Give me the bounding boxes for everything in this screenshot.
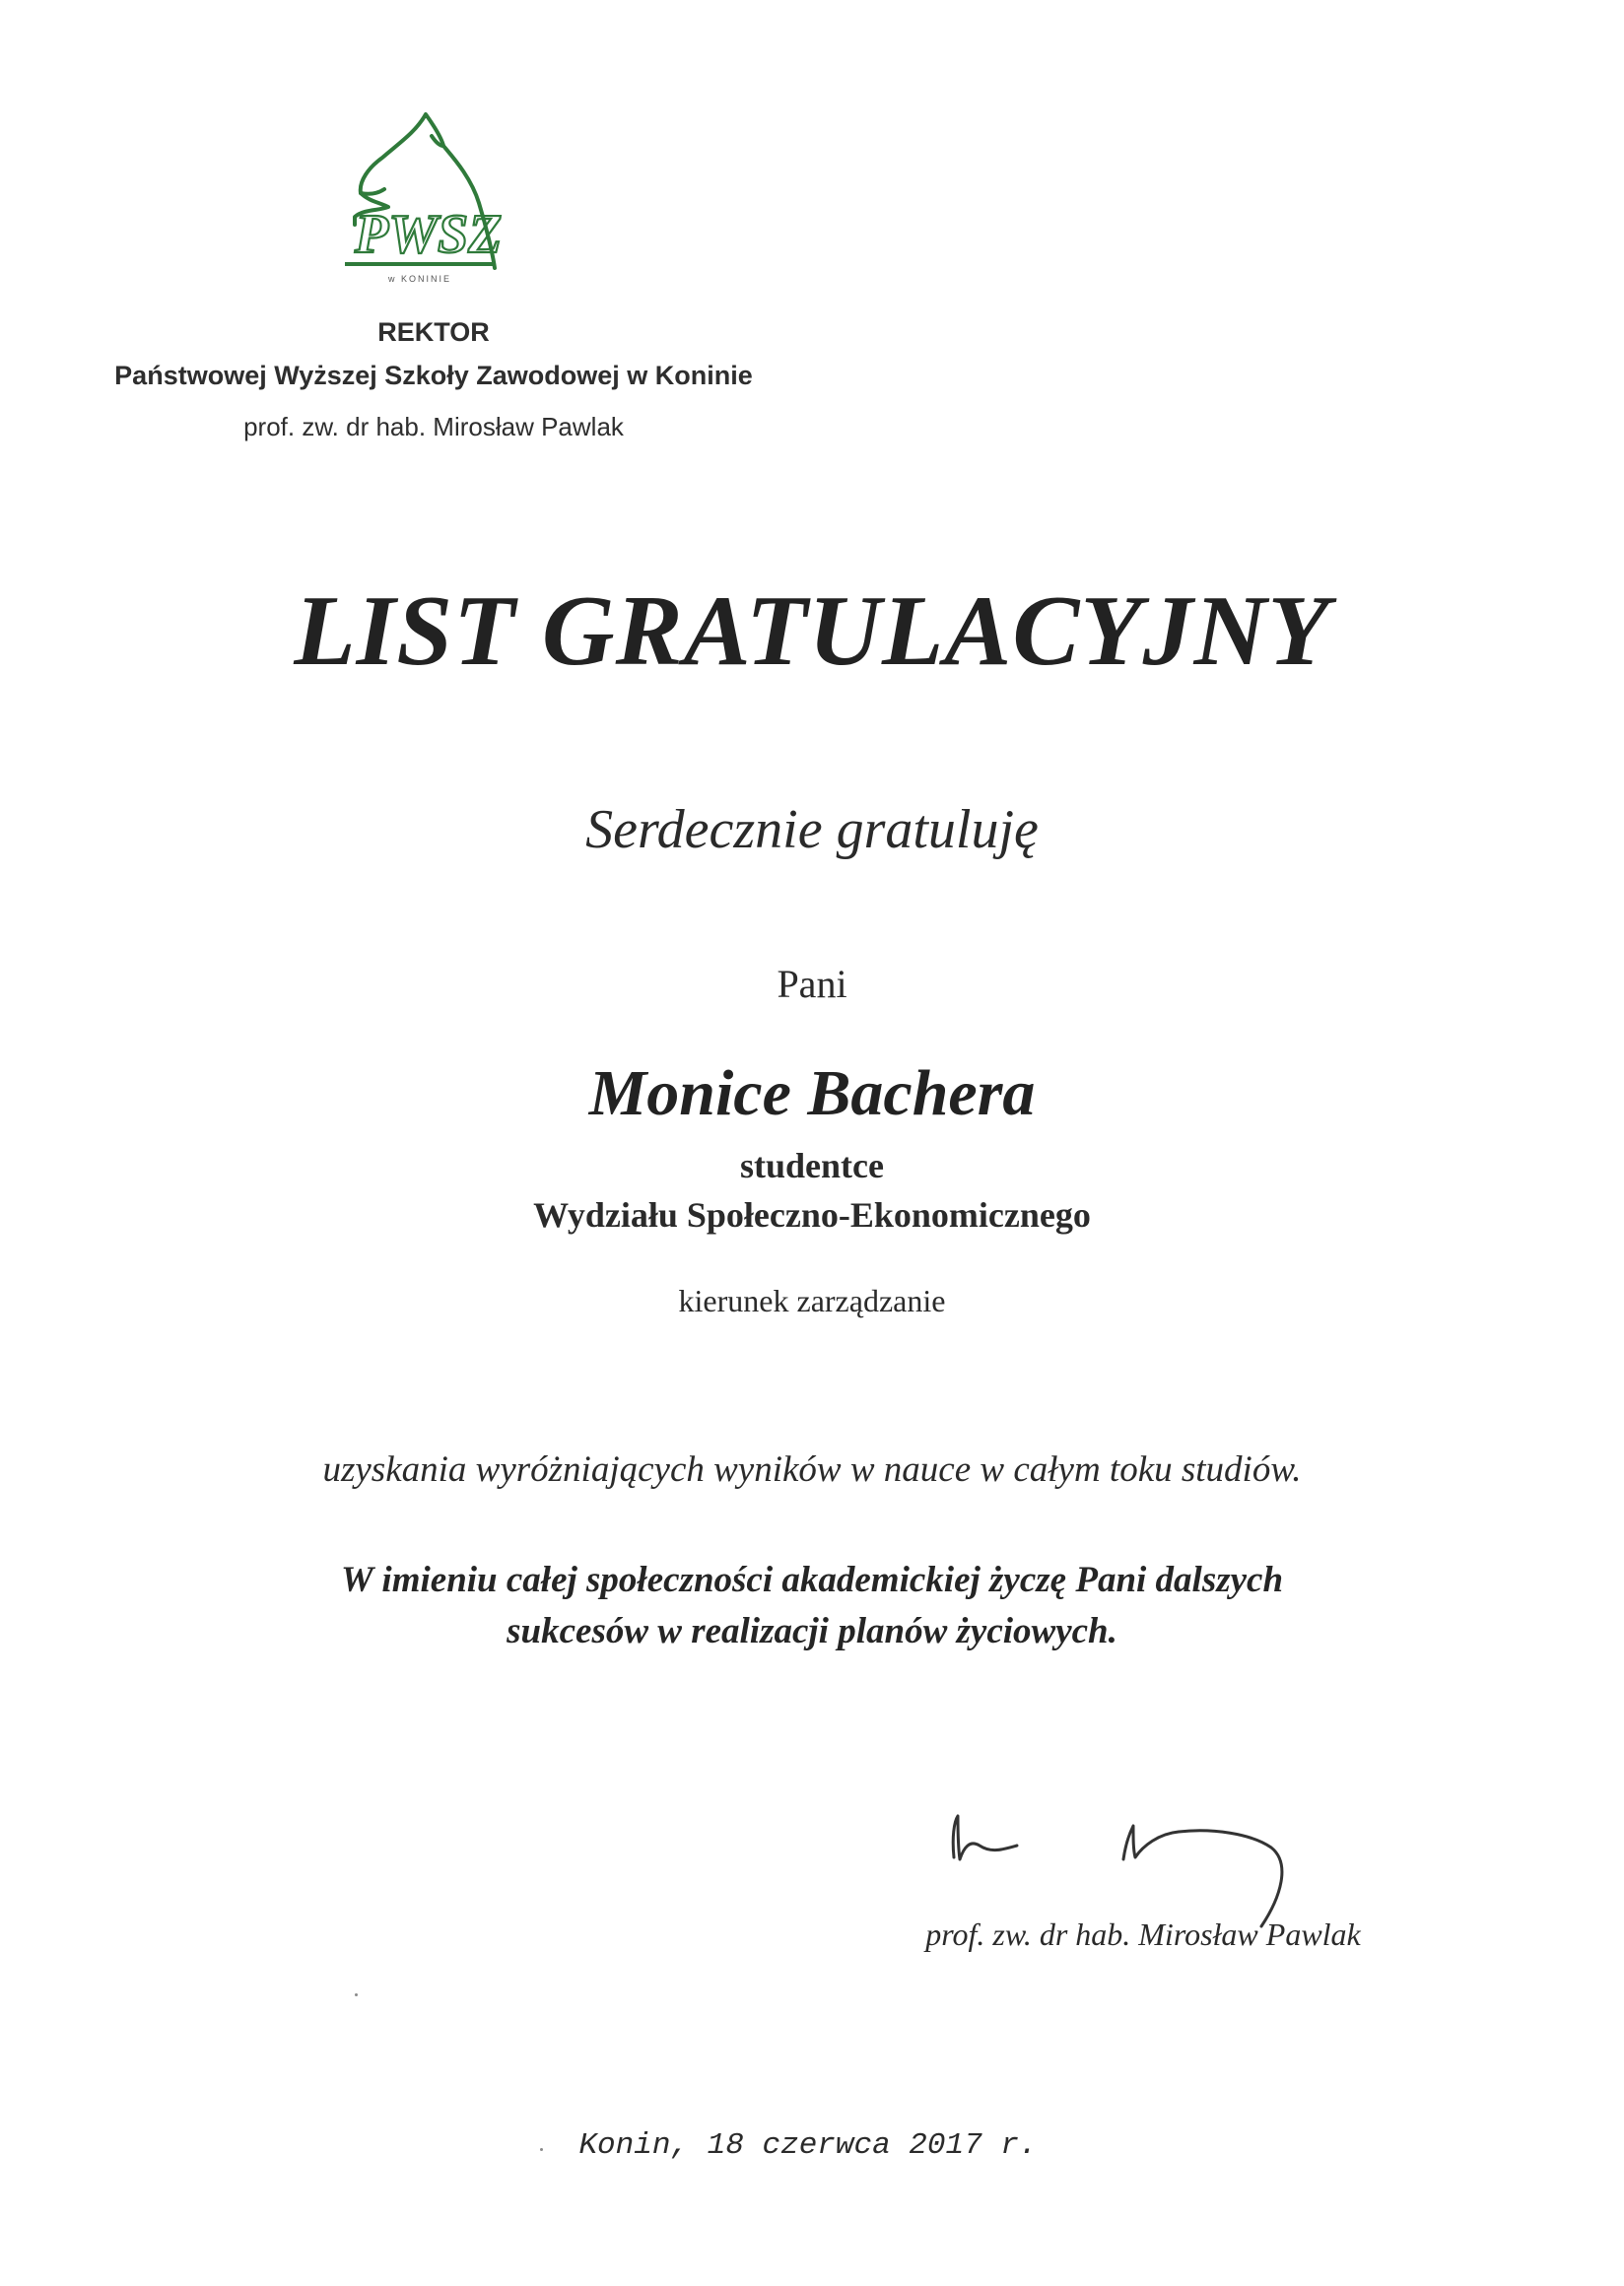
salutation: Pani (777, 962, 847, 1006)
letter-title: LIST GRATULACYJNY (294, 575, 1330, 687)
header-rector-name: prof. zw. dr hab. Mirosław Pawlak (243, 412, 624, 441)
wish-text (0, 1555, 1624, 1657)
faculty-name: Wydziału Społeczno-Ekonomicznego (533, 1195, 1091, 1235)
header-institution: Państwowej Wyższej Szkoły Zawodowej w Koninie (114, 361, 753, 390)
logo-subtitle: w KONINIE (387, 274, 452, 284)
greeting: Serdecznie gratuluję (585, 799, 1039, 860)
place-and-date: Konin, 18 czerwca 2017 r. (578, 2128, 1038, 2163)
reason-text: uzyskania wyróżniających wyników w nauce w całym toku studiów. (322, 1449, 1302, 1490)
recipient-role: studentce (740, 1146, 884, 1185)
wish-line-1: W imieniu całej społeczności akademickiej życzę Pani dalszych (340, 1560, 1284, 1600)
major: kierunek zarządzanie (678, 1283, 946, 1318)
signer-name: prof. zw. dr hab. Mirosław Pawlak (925, 1916, 1361, 1952)
header-role: REKTOR (377, 317, 490, 347)
pwsz-logo (335, 106, 522, 286)
scan-speck (355, 1993, 358, 1996)
wish-line-2: sukcesów w realizacji planów życiowych. (507, 1611, 1117, 1651)
recipient-name: Monice Bachera (588, 1057, 1036, 1129)
scan-speck (540, 2148, 543, 2151)
logo-monogram: PWSZ (355, 204, 503, 265)
